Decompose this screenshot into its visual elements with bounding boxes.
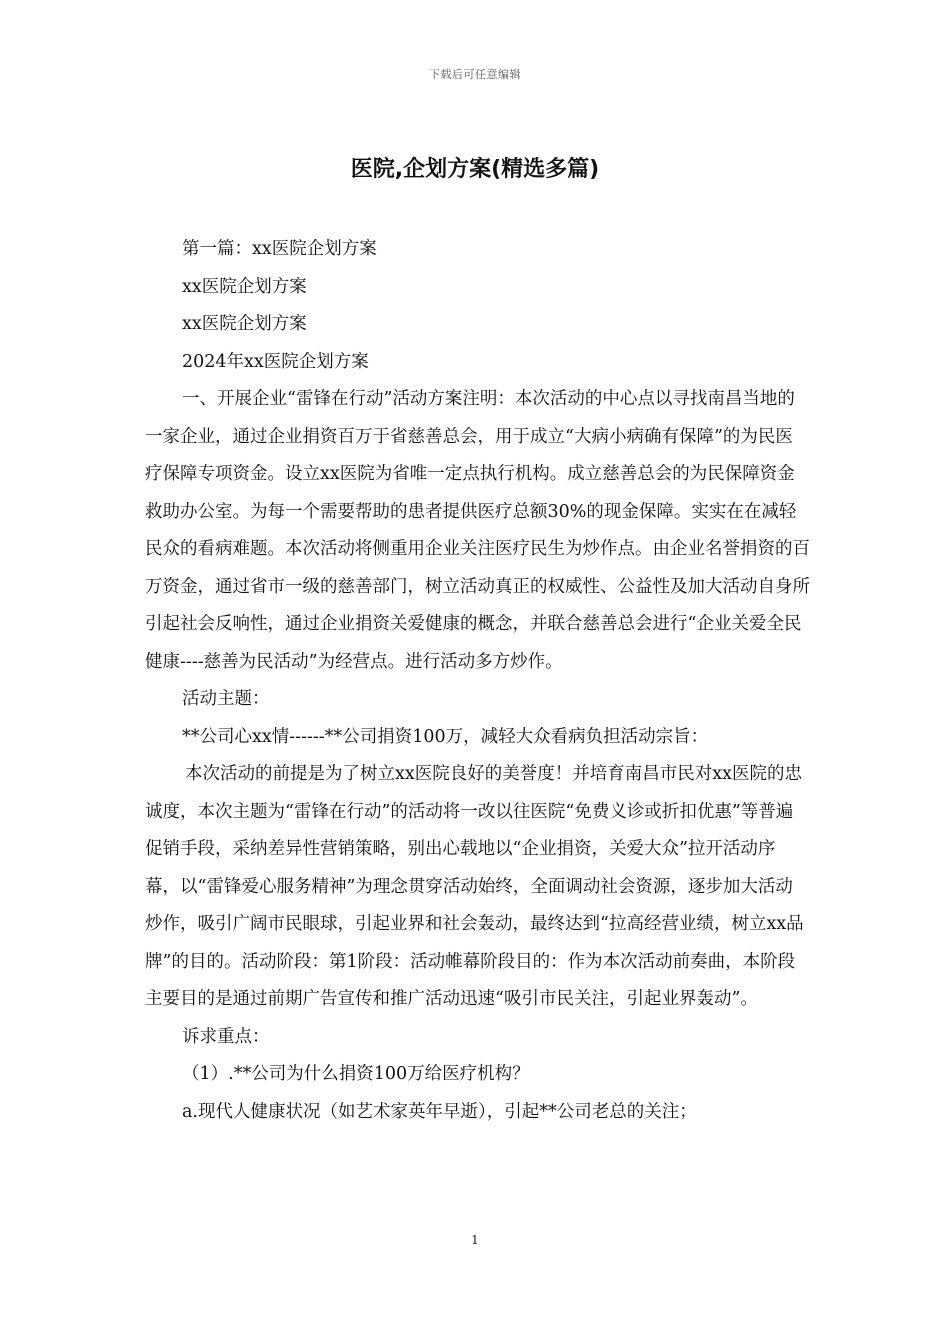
section-heading: 第一篇：xx医院企划方案	[182, 239, 377, 259]
paragraph: 2024年xx医院企划方案	[182, 351, 369, 372]
document-title: 医院,企划方案(精选多篇)	[350, 157, 600, 182]
paragraph: （1）.**公司为什么捐资100万给医疗机构？	[182, 1064, 530, 1084]
paragraph: 本次活动的前提是为了树立xx医院良好的美誉度！并培育南昌市民对xx医院的忠诚度，本次主题为“雷锋在行动”的活动将一改以往医院“免费义诊或折扣优惠”等普遍促销手段，采纳差异性营销策略，别出心载地以“企业捐资，关爱大众”拉开活动序幕，以“雷锋爱心服务精神”为理念贯穿活动始终，全面调动社会资源，逐步加大活动炒作，吸引广阔市民眼球，引起业界和社会轰动，最终达到“拉高经营业绩，树立xx品牌”的目的。活动阶段：第1阶段：活动帷幕阶段目的：作为本次活动前奏曲，本阶段主要目的是通过前期广告宣传和推广活动迅速“吸引市民关注，引起业界轰动”。	[145, 764, 804, 1009]
paragraph: a.现代人健康状况（如艺术家英年早逝），引起**公司老总的关注；	[182, 1101, 697, 1122]
paragraph: 诉求重点：	[182, 1026, 270, 1047]
document-body	[145, 231, 810, 1131]
paragraph: xx医院企划方案	[182, 314, 307, 334]
page-number: 1	[471, 1233, 479, 1247]
paragraph: 活动主题：	[182, 689, 270, 709]
paragraph: 一、开展企业“雷锋在行动”活动方案注明：本次活动的中心点以寻找南昌当地的一家企业，通过企业捐资百万于省慈善总会，用于成立“大病小病确有保障”的为民医疗保障专项资金。设立xx医院为省唯一定点执行机构。成立慈善总会的为民保障资金救助办公室。为每一个需要帮助的患者提供医疗总额30%的现金保障。实实在在减轻民众的看病难题。本次活动将侧重用企业关注医疗民生为炒作点。由企业名誉捐资的百万资金，通过省市一级的慈善部门，树立活动真正的权威性、公益性及加大活动自身所引起社会反响性，通过企业捐资关爱健康的概念，并联合慈善总会进行“企业关爱全民健康----慈善为民活动”为经营点。进行活动多方炒作。	[145, 389, 810, 672]
paragraph: **公司心xx情------**公司捐资100万，减轻大众看病负担活动宗旨：	[182, 726, 709, 747]
paragraph: xx医院企划方案	[182, 276, 307, 297]
header-note: 下载后可任意编辑	[429, 68, 521, 81]
